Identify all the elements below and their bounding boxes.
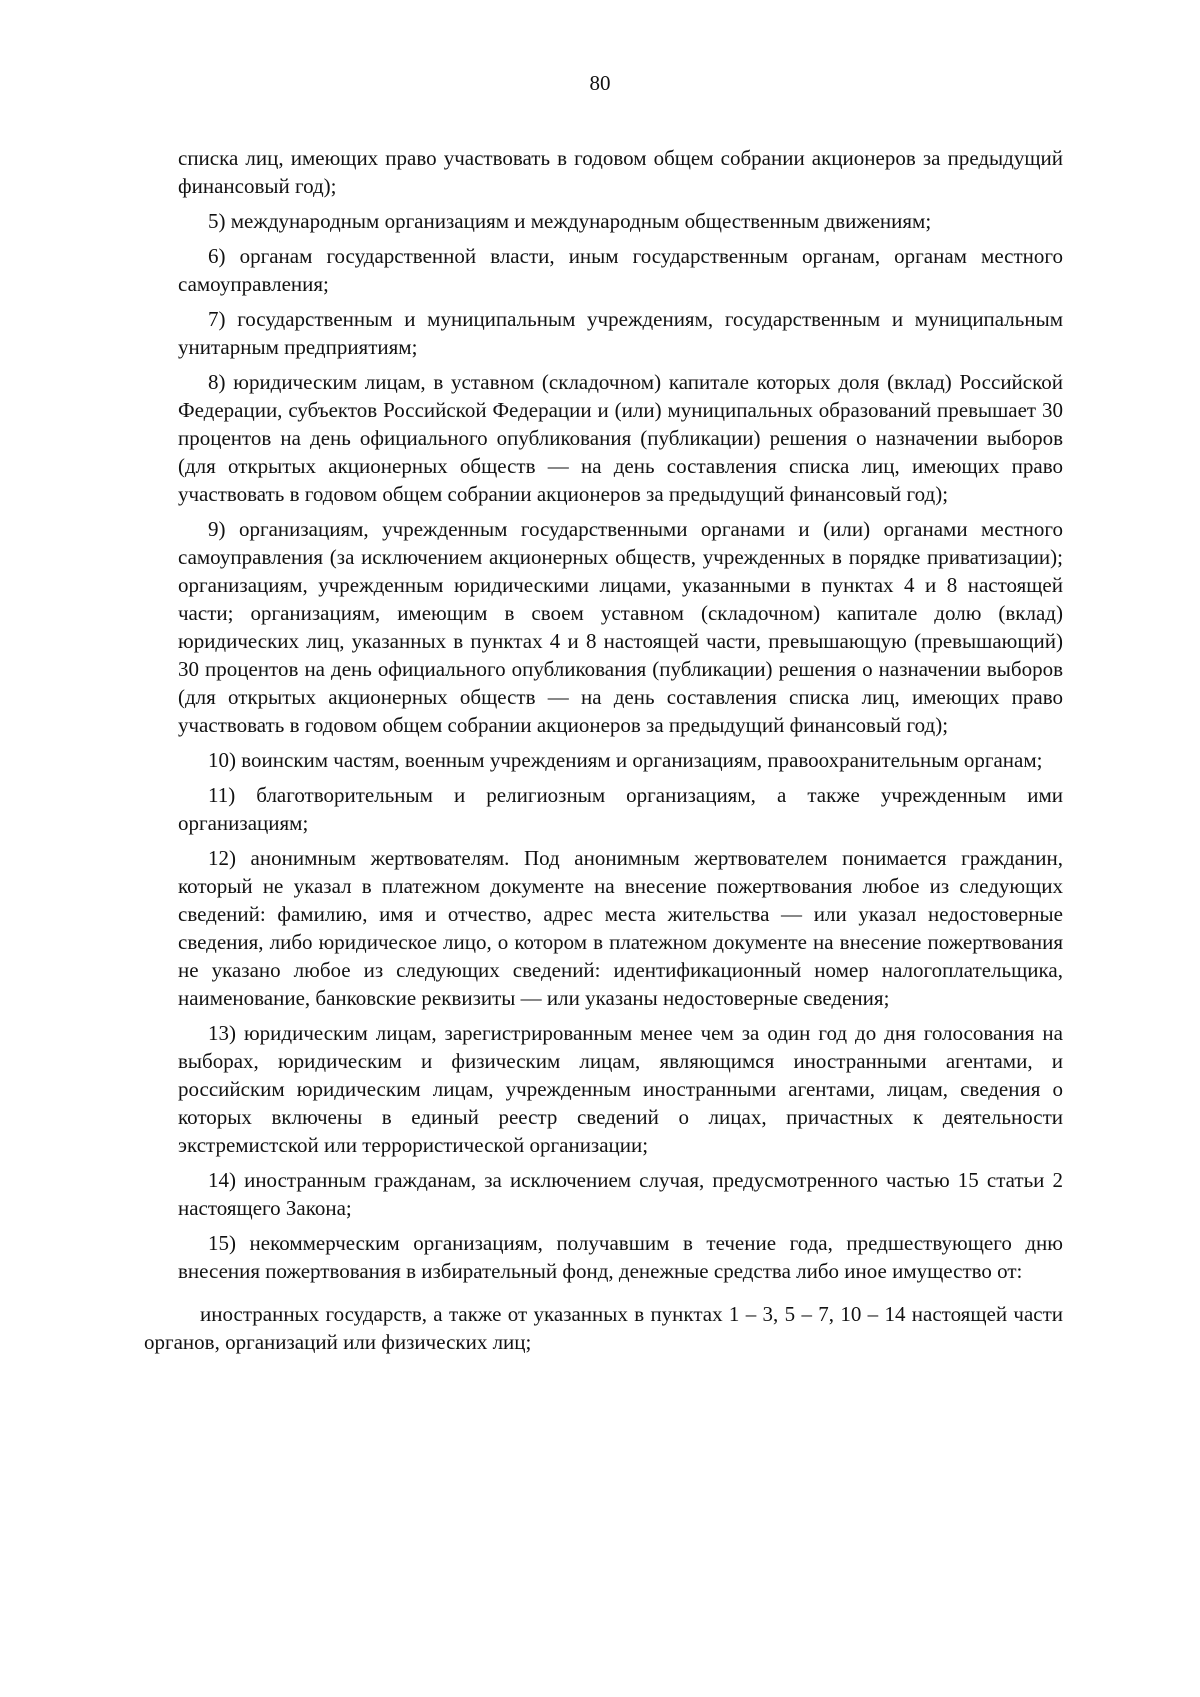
paragraph-continuation: списка лиц, имеющих право участвовать в годовом общем собрании акционеров за предыдущий финансовый год); [178, 146, 1063, 198]
paragraph-item-13: 13) юридическим лицам, зарегистрированным менее чем за один год до дня голосования на выборах, юридическим и физическим лицам, являющимся иностранными агентами, и российским юридическим лицам, учрежденным иностранными агентами, лицам, сведения о которых включены в единый реестр сведений о лицах, причастных к деятельности экстремистской или террористической организации; [178, 1021, 1063, 1157]
document-body [144, 144, 1063, 1354]
paragraph-item-9: 9) организациям, учрежденным государственными органами и (или) органами местного самоуправления (за исключением акционерных обществ, учрежденных в порядке приватизации); организациям, учрежденным юридическими лицами, указанными в пунктах 4 и 8 настоящей части; организациям, имеющим в своем уставном (складочном) капитале долю (вклад) юридических лиц, указанных в пунктах 4 и 8 настоящей части, превышающую (превышающий) 30 процентов на день официального опубликования (публикации) решения о назначении выборов (для открытых акционерных обществ — на день составления списка лиц, имеющих право участвовать в годовом общем собрании акционеров за предыдущий финансовый год); [178, 517, 1063, 737]
paragraph-item-8: 8) юридическим лицам, в уставном (складочном) капитале которых доля (вклад) Российской Федерации, субъектов Российской Федерации и (или) муниципальных образований превышает 30 процентов на день официального опубликования (публикации) решения о назначении выборов (для открытых акционерных обществ — на день составления списка лиц, имеющих право участвовать в годовом общем собрании акционеров за предыдущий финансовый год); [178, 370, 1063, 506]
paragraph-item-10: 10) воинским частям, военным учреждениям и организациям, правоохранительным органам; [208, 748, 1043, 772]
paragraph-item-11: 11) благотворительным и религиозным организациям, а также учрежденным ими организациям; [178, 783, 1063, 835]
paragraph-item-5: 5) международным организациям и международным общественным движениям; [208, 209, 932, 233]
paragraph-item-14: 14) иностранным гражданам, за исключением случая, предусмотренного частью 15 статьи 2 настоящего Закона; [178, 1168, 1063, 1220]
paragraph-item-7: 7) государственным и муниципальным учреждениям, государственным и муниципальным унитарным предприятиям; [178, 307, 1063, 359]
paragraph-item-15-subclause: иностранных государств, а также от указанных в пунктах 1 – 3, 5 – 7, 10 – 14 настоящей части органов, организаций или физических лиц; [144, 1302, 1063, 1354]
paragraph-item-6: 6) органам государственной власти, иным государственным органам, органам местного самоуправления; [178, 244, 1063, 296]
paragraph-item-12: 12) анонимным жертвователям. Под анонимным жертвователем понимается гражданин, который не указал в платежном документе на внесение пожертвования любое из следующих сведений: фамилию, имя и отчество, адрес места жительства — или указал недостоверные сведения, либо юридическое лицо, о котором в платежном документе на внесение пожертвования не указано любое из следующих сведений: идентификационный номер налогоплательщика, наименование, банковские реквизиты — или указаны недостоверные сведения; [178, 846, 1063, 1010]
paragraph-item-15: 15) некоммерческим организациям, получавшим в течение года, предшествующего дню внесения пожертвования в избирательный фонд, денежные средства либо иное имущество от: [178, 1231, 1063, 1283]
page-number: 80 [589, 71, 611, 95]
